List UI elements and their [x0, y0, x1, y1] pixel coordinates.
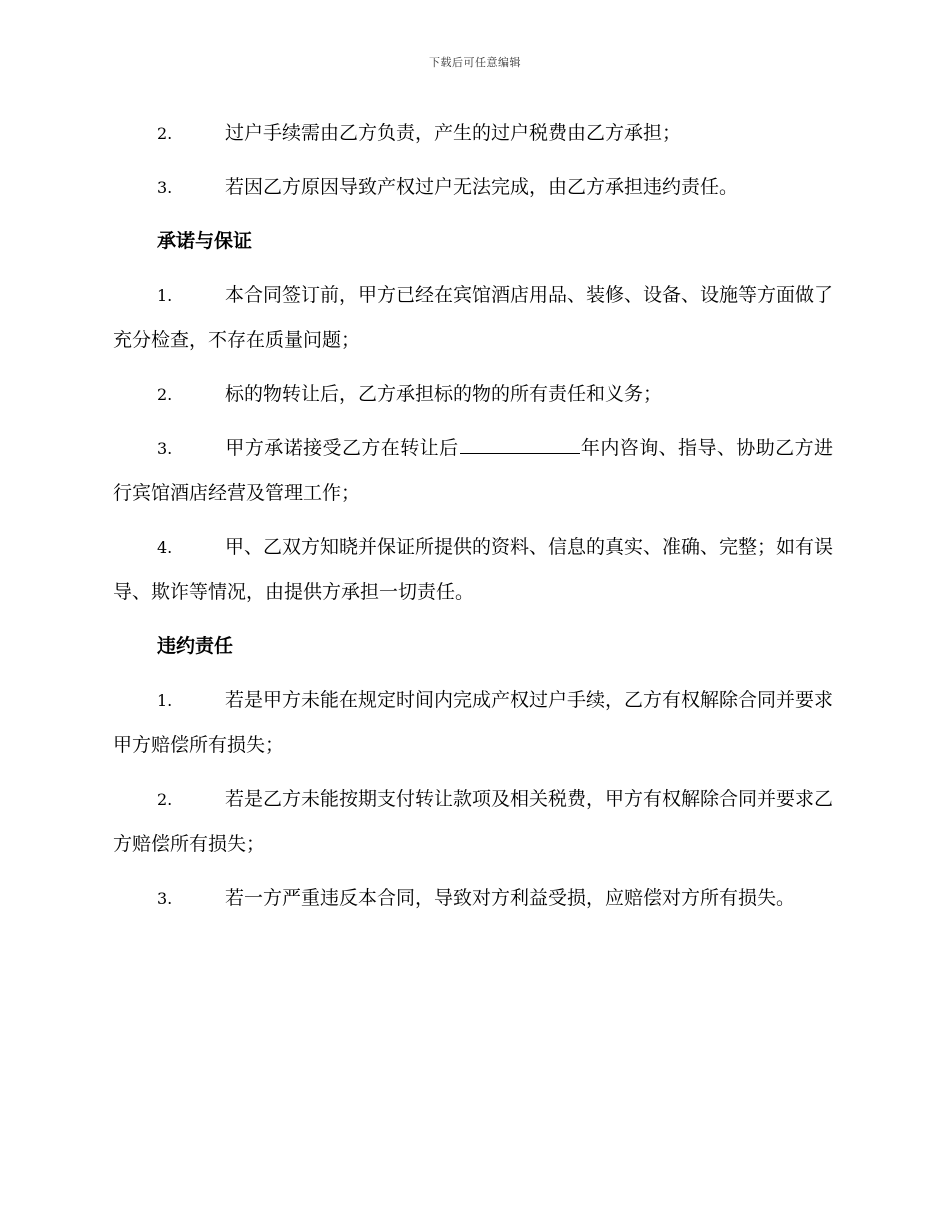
item-number: 2. [157, 385, 173, 404]
list-item [113, 273, 833, 363]
item-number: 2. [157, 790, 173, 809]
item-text: 本合同签订前，甲方已经在宾馆酒店用品、装修、设备、设施等方面做了充分检查，不存在质量问题； [113, 284, 834, 351]
item-number: 1. [157, 286, 173, 305]
item-number: 3. [157, 439, 173, 458]
item-text-after-blank: 年内咨询、指导、协助乙方进行宾馆酒店经营及管理工作； [113, 437, 833, 504]
item-number: 4. [157, 538, 173, 557]
list-item [113, 876, 833, 921]
item-text: 过户手续需由乙方负责，产生的过户税费由乙方承担； [225, 122, 682, 144]
list-item [113, 426, 833, 516]
section-title-liability: 违约责任 [157, 635, 234, 657]
item-text: 甲、乙双方知晓并保证所提供的资料、信息的真实、准确、完整；如有误导、欺诈等情况，由提供方承担一切责任。 [113, 536, 834, 603]
item-text: 标的物转让后，乙方承担标的物的所有责任和义务； [225, 383, 663, 405]
list-item [113, 777, 833, 867]
item-number: 2. [157, 124, 173, 143]
header-note: 下载后可任意编辑 [429, 56, 521, 69]
item-text: 若因乙方原因导致产权过户无法完成，由乙方承担违约责任。 [225, 176, 739, 198]
document-body [113, 111, 833, 930]
item-text: 若是甲方未能在规定时间内完成产权过户手续，乙方有权解除合同并要求甲方赔偿所有损失； [113, 689, 834, 756]
section-title-promise: 承诺与保证 [157, 230, 253, 252]
list-item [113, 372, 833, 417]
item-text: 若一方严重违反本合同，导致对方利益受损，应赔偿对方所有损失。 [225, 887, 796, 909]
item-number: 3. [157, 889, 173, 908]
item-number: 1. [157, 691, 173, 710]
item-text: 若是乙方未能按期支付转让款项及相关税费，甲方有权解除合同并要求乙方赔偿所有损失； [113, 788, 834, 855]
list-item [113, 678, 833, 768]
item-number: 3. [157, 178, 173, 197]
fill-in-blank [460, 431, 580, 454]
list-item [113, 525, 833, 615]
list-item [113, 111, 833, 156]
item-text-before-blank: 甲方承诺接受乙方在转让后 [225, 437, 459, 459]
list-item [113, 165, 833, 210]
